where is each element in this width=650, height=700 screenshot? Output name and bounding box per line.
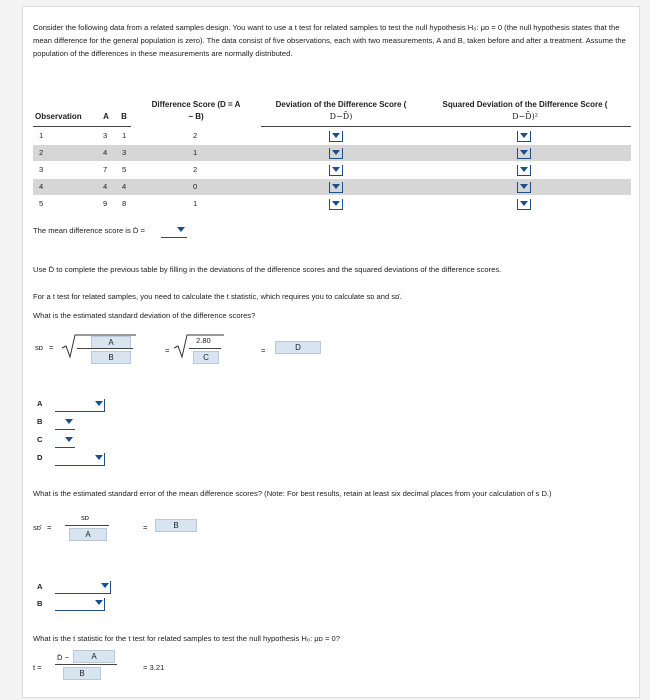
sd-dropdown-b[interactable]	[55, 417, 75, 430]
header-observation: Observation	[35, 112, 82, 121]
b-cell: 1	[122, 131, 127, 140]
table-row	[33, 196, 631, 212]
se-fraction-line	[65, 525, 109, 526]
se-dropdown-b[interactable]	[55, 598, 105, 611]
d-cell: 2	[193, 131, 198, 140]
deviation-dropdown[interactable]	[329, 148, 343, 159]
se-question: What is the estimated standard error of the mean difference scores? (Note: For best results, retain at least six decimal places from your calculation of s D.)	[33, 489, 552, 498]
a-cell: 7	[103, 165, 108, 174]
b-cell: 5	[122, 165, 127, 174]
b-cell: 3	[122, 148, 127, 157]
se-eq-2: =	[143, 523, 148, 532]
squared-deviation-dropdown[interactable]	[517, 199, 531, 210]
sd-dropdown-d[interactable]	[55, 453, 105, 466]
sd-fraction-line-2	[189, 348, 221, 349]
sd-box-c[interactable]: C	[193, 351, 219, 364]
problem-card	[22, 6, 640, 698]
header-b: B	[121, 112, 127, 121]
t-fraction-line	[55, 664, 117, 665]
sd-lhs: sᴅ	[35, 343, 43, 352]
t-result: = 3.21	[143, 663, 165, 672]
deviation-dropdown[interactable]	[329, 182, 343, 193]
sd-dropdown-a[interactable]	[55, 399, 105, 412]
b-cell: 8	[122, 199, 127, 208]
obs-cell: 3	[39, 165, 44, 174]
header-dev-1: Deviation of the Difference Score (	[275, 100, 407, 109]
d-cell: 1	[193, 199, 198, 208]
intro-text: Consider the following data from a related samples design. You want to use a t test for related samples to test the null hypothesis H₀: μᴅ = 0 (the null hypothesis states that the mean difference for the general population is zero). The data consist of five observations, each with two measurements, A and B, taken before and after a treatment. Assume the population of the differences in these measurements are normally distributed.	[33, 23, 626, 58]
header-underline-left	[33, 126, 131, 127]
t-question: What is the t statistic for the t test for related samples to test the null hypothesis H₀: μᴅ = 0?	[33, 634, 340, 643]
se-answer-label-a: A	[37, 582, 43, 591]
sd-box-b[interactable]: B	[91, 351, 131, 364]
mean-dropdown[interactable]	[161, 225, 187, 238]
d-cell: 1	[193, 148, 198, 157]
sd-fraction-line	[77, 348, 133, 349]
obs-cell: 2	[39, 148, 44, 157]
deviation-dropdown[interactable]	[329, 199, 343, 210]
deviation-dropdown[interactable]	[329, 165, 343, 176]
obs-cell: 5	[39, 199, 44, 208]
sd-question: What is the estimated standard deviation of the difference scores?	[33, 311, 256, 320]
squared-deviation-dropdown[interactable]	[517, 148, 531, 159]
answer-label-b: B	[37, 417, 43, 426]
answer-label-c: C	[37, 435, 43, 444]
a-cell: 4	[103, 148, 108, 157]
header-diff-2: − B)	[188, 112, 204, 121]
t-box-a[interactable]: A	[73, 650, 115, 663]
a-cell: 4	[103, 182, 108, 191]
t-box-b[interactable]: B	[63, 667, 101, 680]
header-sq-2: D−D̄)²	[512, 112, 538, 121]
t-lhs: t =	[33, 663, 42, 672]
t-num: D̄ −	[57, 653, 70, 662]
d-cell: 0	[193, 182, 198, 191]
header-sq-1: Squared Deviation of the Difference Score (	[442, 100, 608, 109]
sd-eq-2: =	[165, 346, 170, 355]
se-box-b[interactable]: B	[155, 519, 197, 532]
squared-deviation-dropdown[interactable]	[517, 182, 531, 193]
obs-cell: 4	[39, 182, 44, 191]
squared-deviation-dropdown[interactable]	[517, 131, 531, 142]
se-dropdown-a[interactable]	[55, 581, 111, 594]
deviation-dropdown[interactable]	[329, 131, 343, 142]
b-cell: 4	[122, 182, 127, 191]
sd-box-a[interactable]: A	[91, 336, 131, 349]
se-num: sᴅ	[81, 513, 89, 522]
se-box-a[interactable]: A	[69, 528, 107, 541]
a-cell: 9	[103, 199, 108, 208]
se-lhs: sᴅ̄	[33, 523, 41, 532]
obs-cell: 1	[39, 131, 44, 140]
ttest-text: For a t test for related samples, you need to calculate the t statistic, which requires you to calculate sᴅ and sᴅ̄.	[33, 292, 402, 301]
sd-eq: =	[49, 343, 54, 352]
sd-dropdown-c[interactable]	[55, 435, 75, 448]
header-underline-right	[261, 126, 631, 127]
answer-label-a: A	[37, 399, 43, 408]
use-text: Use D̄ to complete the previous table by filling in the deviations of the difference scores and the squared deviations of the difference scores.	[33, 265, 502, 274]
header-a: A	[103, 112, 109, 121]
d-cell: 2	[193, 165, 198, 174]
header-diff-1: Difference Score (D = A	[151, 100, 241, 109]
sd-eq-3: =	[261, 346, 266, 355]
header-dev-2: D−D̄)	[329, 112, 353, 121]
a-cell: 3	[103, 131, 108, 140]
mean-text: The mean difference score is D̄ =	[33, 226, 145, 235]
table-row	[33, 145, 631, 161]
se-eq: =	[47, 523, 52, 532]
se-answer-label-b: B	[37, 599, 43, 608]
squared-deviation-dropdown[interactable]	[517, 165, 531, 176]
sd-box-d[interactable]: D	[275, 341, 321, 354]
answer-label-d: D	[37, 453, 43, 462]
table-row	[33, 179, 631, 195]
table-row	[33, 128, 631, 144]
sd-num-2: 2.80	[196, 336, 211, 345]
table-row	[33, 162, 631, 178]
